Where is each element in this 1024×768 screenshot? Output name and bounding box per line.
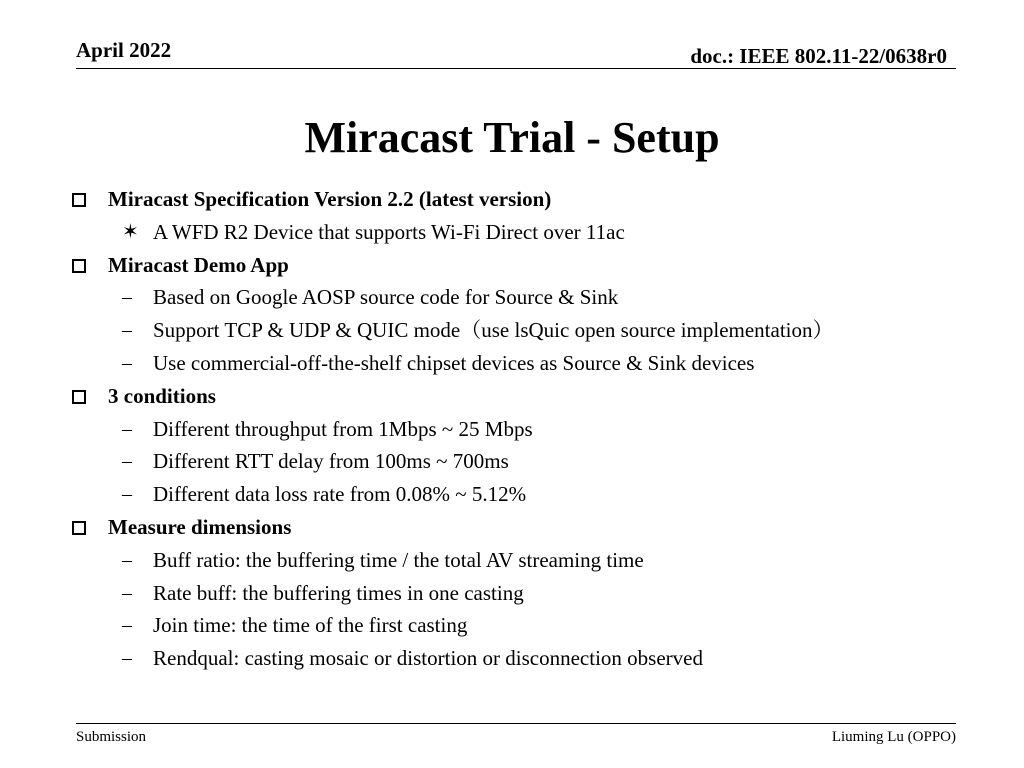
hollow-square-bullet-icon (72, 521, 86, 535)
bullet-item (0, 381, 1024, 414)
dash-bullet-icon: – (122, 450, 132, 473)
bullet-text: Miracast Demo App (108, 252, 289, 277)
dash-bullet-icon: – (122, 548, 132, 571)
sub-bullet-text: Different RTT delay from 100ms ~ 700ms (153, 449, 509, 474)
dash-bullet-icon: – (122, 417, 132, 440)
sub-bullet-text: Use commercial-off-the-shelf chipset devices as Source & Sink devices (153, 350, 755, 375)
sub-bullet-text: Rendqual: casting mosaic or distortion or disconnection observed (153, 646, 703, 671)
bullet-item (0, 250, 1024, 283)
sub-bullet-item (0, 578, 1024, 611)
footer-submission: Submission (76, 729, 147, 745)
hollow-square-bullet-icon (72, 259, 86, 273)
sub-bullet-text: Different data loss rate from 0.08% ~ 5.12% (153, 482, 527, 507)
sub-bullet-text: Support TCP & UDP & QUIC mode（use lsQuic open source implementation） (153, 318, 834, 343)
sub-bullet-item (0, 217, 1024, 250)
dash-bullet-icon: – (122, 319, 132, 342)
sub-bullet-text: Rate buff: the buffering times in one casting (153, 580, 524, 605)
sub-bullet-text: Join time: the time of the first casting (153, 613, 468, 638)
bullet-list (0, 184, 1024, 676)
bullet-item (0, 512, 1024, 545)
sub-bullet-item (0, 446, 1024, 479)
sub-bullet-item (0, 610, 1024, 643)
sub-bullet-icon: ✶ (122, 220, 139, 243)
dash-bullet-icon: – (122, 351, 132, 374)
sub-bullet-text: A WFD R2 Device that supports Wi-Fi Direct over 11ac (153, 219, 625, 244)
sub-bullet-item (0, 479, 1024, 512)
dash-bullet-icon: – (122, 286, 132, 309)
sub-bullet-text: Buff ratio: the buffering time / the total AV streaming time (153, 547, 644, 572)
sub-bullet-item (0, 643, 1024, 676)
header-date: April 2022 (76, 38, 172, 62)
sub-bullet-text: Different throughput from 1Mbps ~ 25 Mbps (153, 416, 533, 441)
dash-bullet-icon: – (122, 581, 132, 604)
sub-bullet-item (0, 282, 1024, 315)
slide-title: Miracast Trial - Setup (304, 113, 720, 162)
bullet-item (0, 184, 1024, 217)
sub-bullet-item (0, 348, 1024, 381)
sub-bullet-item (0, 545, 1024, 578)
dash-bullet-icon: – (122, 483, 132, 506)
dash-bullet-icon: – (122, 614, 132, 637)
bullet-text: 3 conditions (108, 383, 216, 408)
hollow-square-bullet-icon (72, 390, 86, 404)
sub-bullet-text: Based on Google AOSP source code for Source & Sink (153, 285, 619, 310)
bullet-text: Miracast Specification Version 2.2 (latest version) (108, 187, 552, 211)
footer-author: Liuming Lu (OPPO) (831, 729, 956, 745)
header-divider (76, 68, 956, 69)
header-doc-id: doc.: IEEE 802.11-22/0638r0 (690, 44, 947, 68)
sub-bullet-item (0, 414, 1024, 447)
footer-divider (76, 723, 956, 724)
dash-bullet-icon: – (122, 647, 132, 670)
hollow-square-bullet-icon (72, 193, 86, 207)
sub-bullet-item (0, 315, 1024, 348)
bullet-text: Measure dimensions (108, 514, 292, 539)
